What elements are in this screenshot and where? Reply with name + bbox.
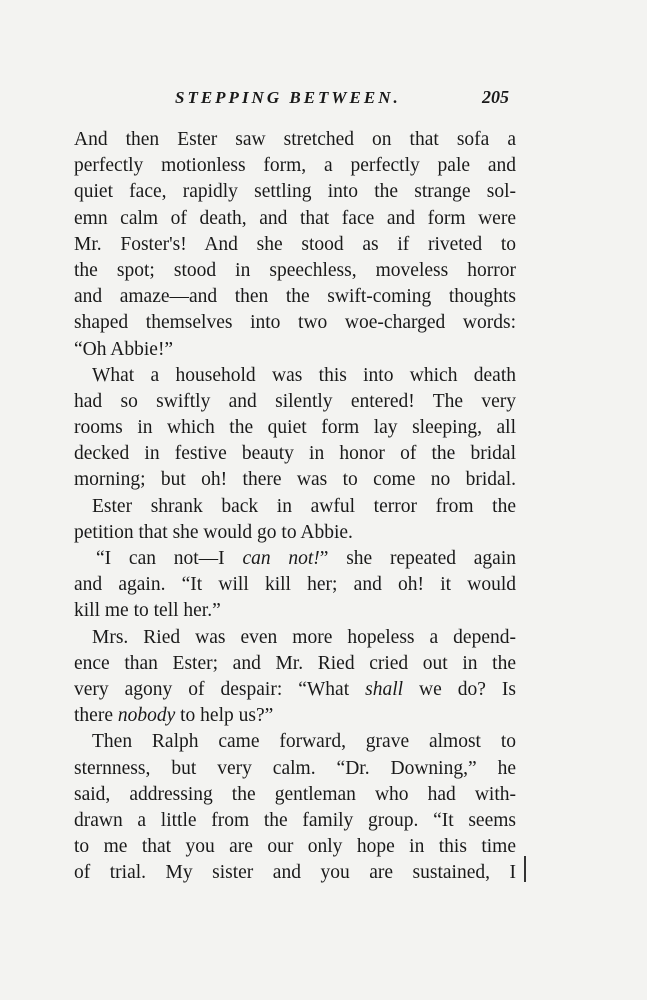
text-run: there [74, 705, 118, 727]
text-line: quiet face, rapidly settling into the strange sol- [74, 181, 516, 203]
body-text [74, 127, 516, 886]
text-run: to help us?” [175, 705, 274, 727]
text-line: morning; but oh! there was to come no bridal. [74, 469, 516, 491]
text-line: And then Ester saw stretched on that sofa a [74, 129, 516, 150]
text-line: to me that you are our only hope in this time [74, 836, 516, 858]
text-line: ence than Ester; and Mr. Ried cried out in the [74, 652, 516, 674]
text-line: rooms in which the quiet form lay sleeping, all [74, 417, 516, 439]
text-run: we do? Is [403, 678, 516, 700]
text-line: sternness, but very calm. “Dr. Downing,” he [74, 757, 516, 779]
margin-mark [524, 856, 526, 882]
text-line: said, addressing the gentleman who had with- [74, 783, 516, 805]
page-number: 205 [482, 87, 509, 107]
text-run: very agony of despair: “What [74, 678, 366, 700]
text-run: ” she repeated again [319, 548, 516, 569]
text-line: “Oh Abbie!” [74, 338, 174, 360]
text-line: petition that she would go to Abbie. [74, 521, 353, 543]
text-line: kill me to tell her.” [74, 600, 221, 622]
text-line: Mrs. Ried was even more hopeless a depend- [92, 626, 516, 648]
text-line: had so swiftly and silently entered! The very [74, 390, 516, 412]
text-line [74, 546, 516, 572]
running-head: STEPPING BETWEEN. [175, 88, 401, 107]
italic-run: can not! [242, 548, 320, 569]
text-line: decked in festive beauty in honor of the bridal [74, 443, 516, 465]
text-line: emn calm of death, and that face and form were [74, 207, 516, 229]
text-line [74, 677, 516, 703]
text-line: of trial. My sister and you are sustained, I [74, 862, 516, 884]
text-line: the spot; stood in speechless, moveless horror [74, 259, 516, 281]
text-line [74, 703, 516, 729]
text-line: and amaze—and then the swift-coming thoughts [74, 286, 516, 308]
italic-run: nobody [117, 705, 176, 727]
text-line: drawn a little from the family group. “It seems [74, 809, 516, 831]
text-line: and again. “It will kill her; and oh! it would [74, 574, 516, 596]
text-line: Then Ralph came forward, grave almost to [92, 731, 516, 753]
text-line: perfectly motionless form, a perfectly pale and [74, 155, 516, 177]
italic-run: shall [365, 678, 404, 700]
text-line: Mr. Foster's! And she stood as if riveted to [74, 233, 516, 255]
text-line: What a household was this into which death [92, 364, 516, 386]
text-run: “I can not—I [96, 548, 243, 569]
text-line: Ester shrank back in awful terror from the [92, 495, 516, 517]
text-line: shaped themselves into two woe-charged words: [74, 312, 516, 334]
